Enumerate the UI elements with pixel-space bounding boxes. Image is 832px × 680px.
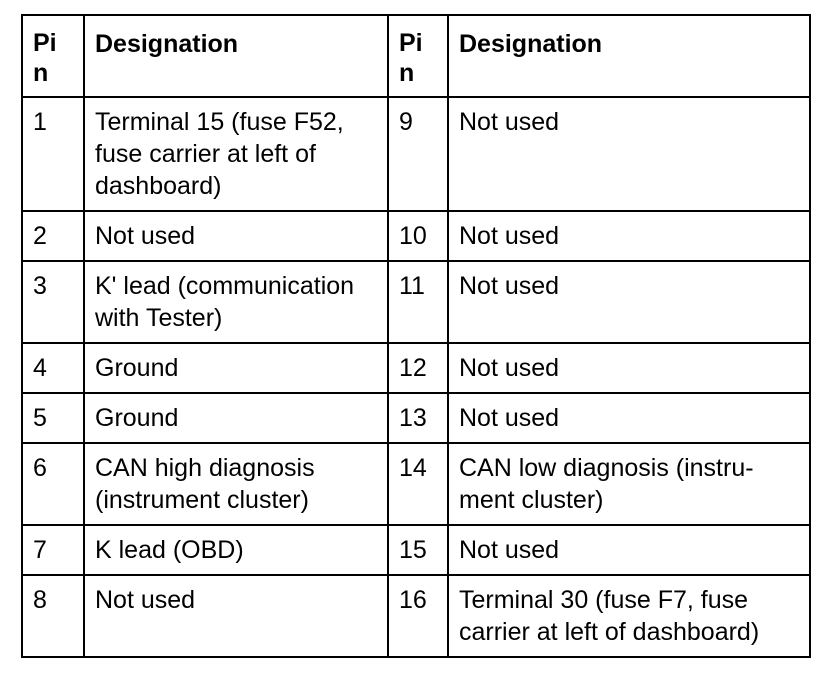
designation-cell-right-line: ment cluster) xyxy=(459,486,604,514)
table-row xyxy=(22,443,810,525)
header-pin-right-line: n xyxy=(399,59,415,87)
table-body xyxy=(22,97,810,657)
designation-cell-right-line: Not used xyxy=(459,354,560,382)
designation-cell-right-line: Not used xyxy=(459,222,560,250)
designation-cell-right-line: Terminal 30 (fuse F7, fuse xyxy=(459,586,749,614)
table-row xyxy=(22,575,810,657)
designation-cell-left-line: (instrument cluster) xyxy=(95,486,309,514)
table-row xyxy=(22,393,810,443)
designation-cell-left-line: Ground xyxy=(95,354,179,382)
designation-cell-left-line: dashboard) xyxy=(95,172,222,200)
pin-cell-left: 1 xyxy=(22,97,84,211)
pin-cell-right: 14 xyxy=(388,443,448,525)
designation-cell-left-line: K' lead (communication xyxy=(95,272,355,300)
designation-cell-left-line: fuse carrier at left of xyxy=(95,140,316,168)
header-designation-left: Designation xyxy=(84,15,388,97)
table-row xyxy=(22,97,810,211)
designation-cell-left xyxy=(84,575,388,657)
designation-cell-left-line: Not used xyxy=(95,586,196,614)
designation-cell-right-line: CAN low diagnosis (instru- xyxy=(459,454,754,482)
designation-cell-right xyxy=(448,343,810,393)
header-pin-right-line: Pi xyxy=(399,29,423,57)
designation-cell-right-line: Not used xyxy=(459,536,560,564)
designation-cell-right-line: carrier at left of dashboard) xyxy=(459,618,760,646)
designation-cell-left-line: with Tester) xyxy=(95,304,223,332)
pin-cell-right: 15 xyxy=(388,525,448,575)
header-row xyxy=(22,15,810,97)
designation-cell-right-line: Not used xyxy=(459,404,560,432)
designation-cell-right-line: Not used xyxy=(459,272,560,300)
designation-cell-right xyxy=(448,211,810,261)
designation-cell-right xyxy=(448,575,810,657)
designation-cell-left xyxy=(84,97,388,211)
header-designation-right: Designation xyxy=(448,15,810,97)
header-pin-right xyxy=(388,15,448,97)
pin-cell-left: 4 xyxy=(22,343,84,393)
header-pin-left xyxy=(22,15,84,97)
pin-cell-right: 12 xyxy=(388,343,448,393)
table-row xyxy=(22,261,810,343)
pin-cell-left: 5 xyxy=(22,393,84,443)
designation-cell-left-line: Ground xyxy=(95,404,179,432)
pin-cell-left: 6 xyxy=(22,443,84,525)
pin-cell-right: 13 xyxy=(388,393,448,443)
header-pin-left-line: Pi xyxy=(33,29,57,57)
designation-cell-right xyxy=(448,443,810,525)
table-header xyxy=(22,15,810,97)
designation-cell-left-line: Not used xyxy=(95,222,196,250)
designation-cell-left xyxy=(84,211,388,261)
designation-cell-right-line: Not used xyxy=(459,108,560,136)
pin-cell-right: 9 xyxy=(388,97,448,211)
designation-cell-right xyxy=(448,97,810,211)
designation-cell-right xyxy=(448,393,810,443)
table-row xyxy=(22,343,810,393)
designation-cell-left xyxy=(84,261,388,343)
table-row xyxy=(22,525,810,575)
pin-cell-left: 8 xyxy=(22,575,84,657)
header-pin-left-line: n xyxy=(33,59,49,87)
table-row xyxy=(22,211,810,261)
pin-cell-right: 16 xyxy=(388,575,448,657)
designation-cell-left-line: K lead (OBD) xyxy=(95,536,244,564)
designation-cell-left xyxy=(84,393,388,443)
pin-assignment-table xyxy=(21,14,811,658)
pin-cell-right: 11 xyxy=(388,261,448,343)
pin-cell-left: 7 xyxy=(22,525,84,575)
pin-cell-right: 10 xyxy=(388,211,448,261)
designation-cell-left xyxy=(84,525,388,575)
designation-cell-right xyxy=(448,261,810,343)
designation-cell-left-line: CAN high diagnosis xyxy=(95,454,315,482)
designation-cell-left xyxy=(84,343,388,393)
pin-cell-left: 3 xyxy=(22,261,84,343)
designation-cell-left-line: Terminal 15 (fuse F52, xyxy=(95,108,344,136)
designation-cell-right xyxy=(448,525,810,575)
pin-cell-left: 2 xyxy=(22,211,84,261)
designation-cell-left xyxy=(84,443,388,525)
